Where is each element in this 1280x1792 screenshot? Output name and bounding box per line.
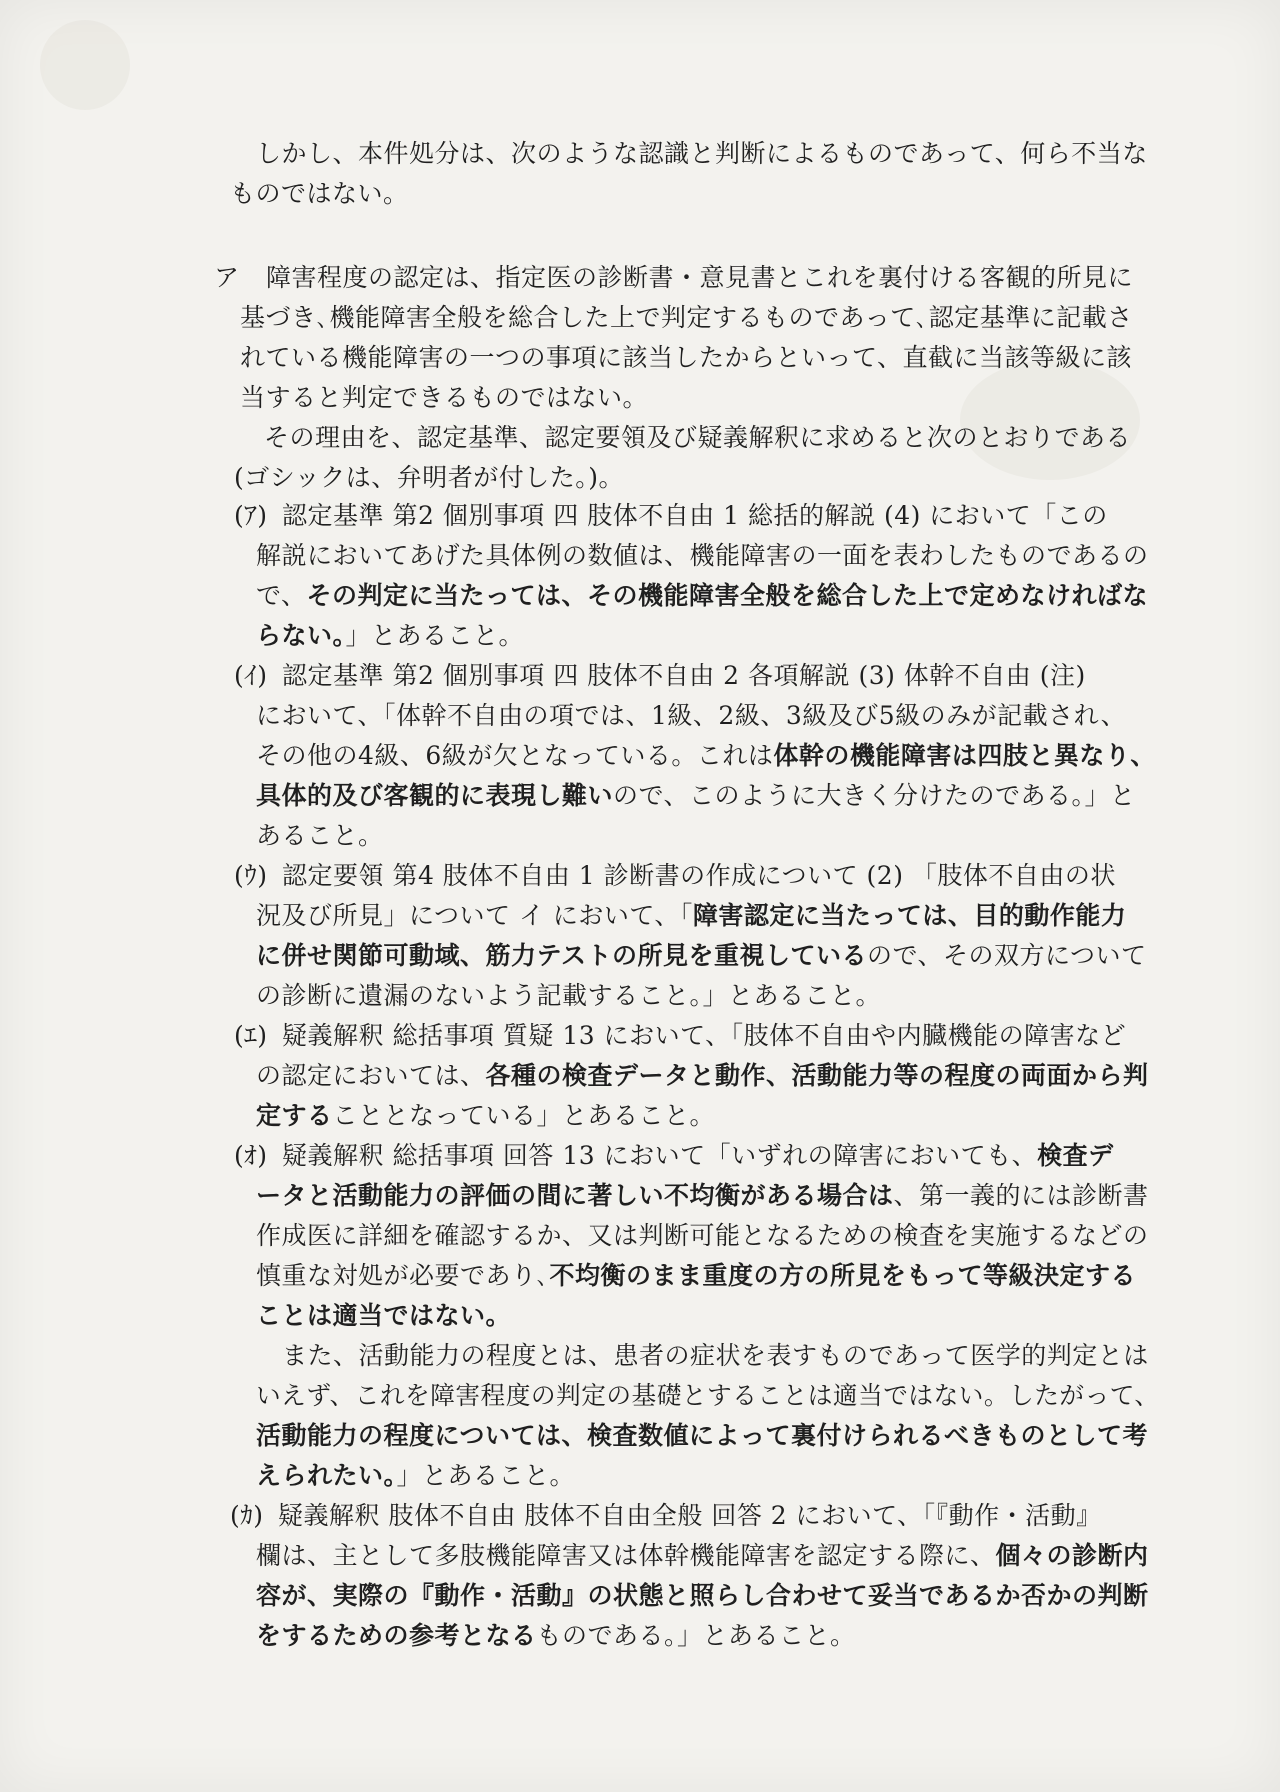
text-run: 」とあること。 bbox=[345, 621, 525, 650]
item-6-marker: (ｶ) bbox=[230, 1501, 264, 1530]
emphasis-text: 容が、実際の『動作・活動』の状態と照らし合わせて妥当であるか否かの判断 bbox=[256, 1581, 1149, 1610]
text-run: ので、その双方について bbox=[867, 941, 1147, 970]
emphasis-text: 活動能力の程度については、検査数値によって裏付けられるべきものとして考 bbox=[256, 1421, 1149, 1450]
item-2-marker: (ｲ) bbox=[234, 661, 268, 690]
item-2-line-2: において、「体幹不自由の項では、1級、2級、3級及び5級のみが記載され、 bbox=[256, 701, 1127, 730]
item-5-line-3: 作成医に詳細を確認するか、又は判断可能となるための検査を実施するなどの bbox=[256, 1221, 1149, 1250]
item-5-line-2 bbox=[256, 1176, 1149, 1212]
emphasis-text: 不均衡のまま重度の方の所見をもって等級決定する bbox=[549, 1261, 1137, 1290]
item-6-line-1: 疑義解釈 肢体不自由 肢体不自由全般 回答 2 において、「『動作・活動』 bbox=[278, 1501, 1102, 1530]
emphasis-text: 定する bbox=[256, 1101, 333, 1130]
item-3-line-2 bbox=[256, 896, 1126, 932]
item-4-marker: (ｴ) bbox=[234, 1021, 268, 1050]
item-5-para2-line-4 bbox=[256, 1456, 575, 1492]
text-run: ものである。」とあること。 bbox=[536, 1621, 856, 1650]
text-run: その他の4級、6級が欠となっている。これは bbox=[256, 741, 774, 770]
section-a-line-3: れている機能障害の一つの事項に該当したからといって、直截に当該等級に該 bbox=[240, 343, 1133, 372]
item-1-line-2: 解説においてあげた具体例の数値は、機能障害の一面を表わしたものであるの bbox=[256, 541, 1149, 570]
paper-stain bbox=[40, 20, 130, 110]
item-2-line-4 bbox=[256, 776, 1136, 812]
emphasis-text: その判定に当たっては、その機能障害全般を総合した上で定めなければな bbox=[306, 581, 1149, 610]
item-4-line-1: 疑義解釈 総括事項 質疑 13 において、「肢体不自由や内臓機能の障害など bbox=[282, 1021, 1127, 1050]
item-5-line-4 bbox=[256, 1256, 1136, 1292]
text-run: 況及び所見」について イ において、「 bbox=[256, 901, 693, 930]
section-a-line-4: 当すると判定できるものではない。 bbox=[240, 383, 649, 412]
intro-line-2: ものではない。 bbox=[230, 179, 409, 208]
emphasis-text: 障害認定に当たっては、目的動作能力 bbox=[692, 901, 1127, 930]
section-a-marker: ア bbox=[214, 263, 240, 292]
emphasis-text: えられたい。 bbox=[256, 1461, 397, 1490]
item-6-line-3 bbox=[256, 1576, 1149, 1612]
item-3-marker: (ｳ) bbox=[234, 861, 268, 890]
item-5-line-5 bbox=[256, 1296, 511, 1332]
item-1-line-4 bbox=[256, 616, 524, 652]
item-1-line-3 bbox=[256, 576, 1148, 612]
item-6-line-4 bbox=[256, 1616, 856, 1652]
item-5-para2-line-1: また、活動能力の程度とは、患者の症状を表すものであって医学的判定とは bbox=[282, 1341, 1149, 1370]
text-run: 」とあること。 bbox=[396, 1461, 576, 1490]
emphasis-text: 各種の検査データと動作、活動能力等の程度の両面から判 bbox=[485, 1061, 1149, 1090]
item-2-line-3 bbox=[256, 736, 1156, 772]
item-3-line-4: の診断に遺漏のないよう記載すること。」とあること。 bbox=[256, 981, 882, 1010]
item-1-marker: (ｱ) bbox=[234, 501, 268, 530]
item-3-line-3 bbox=[256, 936, 1147, 972]
reason-line-2: (ゴシックは、弁明者が付した。)。 bbox=[234, 463, 625, 492]
reason-line-1: その理由を、認定基準、認定要領及び疑義解釈に求めると次のとおりである bbox=[264, 423, 1132, 452]
intro-line-1: しかし、本件処分は、次のような認識と判断によるものであって、何ら不当な bbox=[256, 139, 1148, 168]
text-run: ので、このように大きく分けたのである。」と bbox=[613, 781, 1136, 810]
item-2-line-1: 認定基準 第2 個別事項 四 肢体不自由 2 各項解説 (3) 体幹不自由 (注) bbox=[282, 661, 1086, 690]
item-5-para2-line-2: いえず、これを障害程度の判定の基礎とすることは適当ではない。したがって、 bbox=[256, 1381, 1160, 1410]
text-run: の認定においては、 bbox=[256, 1061, 486, 1090]
emphasis-text: 個々の診断内 bbox=[995, 1541, 1149, 1570]
section-a-line-2: 基づき､機能障害全般を総合した上で判定するものであって､認定基準に記載さ bbox=[240, 303, 1133, 332]
text-run: 欄は、主として多肢機能障害又は体幹機能障害を認定する際に、 bbox=[256, 1541, 996, 1570]
item-2-line-5: あること。 bbox=[256, 821, 384, 850]
text-run: 疑義解釈 総括事項 回答 13 において「いずれの障害においても、 bbox=[282, 1141, 1038, 1170]
emphasis-text: ことは適当ではない。 bbox=[256, 1301, 512, 1330]
text-run: で、 bbox=[256, 581, 307, 610]
item-4-line-3 bbox=[256, 1096, 715, 1132]
item-4-line-2 bbox=[256, 1056, 1149, 1092]
item-5-line-1 bbox=[282, 1136, 1114, 1172]
item-5-marker: (ｵ) bbox=[234, 1141, 268, 1170]
emphasis-text: らない。 bbox=[256, 621, 346, 650]
section-a-line-1: 障害程度の認定は、指定医の診断書・意見書とこれを裏付ける客観的所見に bbox=[266, 263, 1134, 292]
item-3-line-1: 認定要領 第4 肢体不自由 1 診断書の作成について (2) 「肢体不自由の状 bbox=[282, 861, 1116, 890]
item-6-line-2 bbox=[256, 1536, 1149, 1572]
emphasis-text: 検査デ bbox=[1037, 1141, 1114, 1170]
emphasis-text: 具体的及び客観的に表現し難い bbox=[256, 781, 614, 810]
text-run: 慎重な対処が必要であり､ bbox=[256, 1261, 550, 1290]
item-1-line-1: 認定基準 第2 個別事項 四 肢体不自由 1 総括的解説 (4) において「この bbox=[282, 501, 1108, 530]
emphasis-text: ータと活動能力の評価の間に著しい不均衡がある場合は bbox=[256, 1181, 894, 1210]
emphasis-text: に併せ関節可動域、筋力テストの所見を重視している bbox=[256, 941, 868, 970]
text-run: 、第一義的には診断書 bbox=[893, 1181, 1149, 1210]
emphasis-text: をするための参考となる bbox=[256, 1621, 537, 1650]
text-run: こととなっている」とあること。 bbox=[332, 1101, 716, 1130]
item-5-para2-line-3 bbox=[256, 1416, 1148, 1452]
emphasis-text: 体幹の機能障害は四肢と異なり、 bbox=[773, 741, 1156, 770]
